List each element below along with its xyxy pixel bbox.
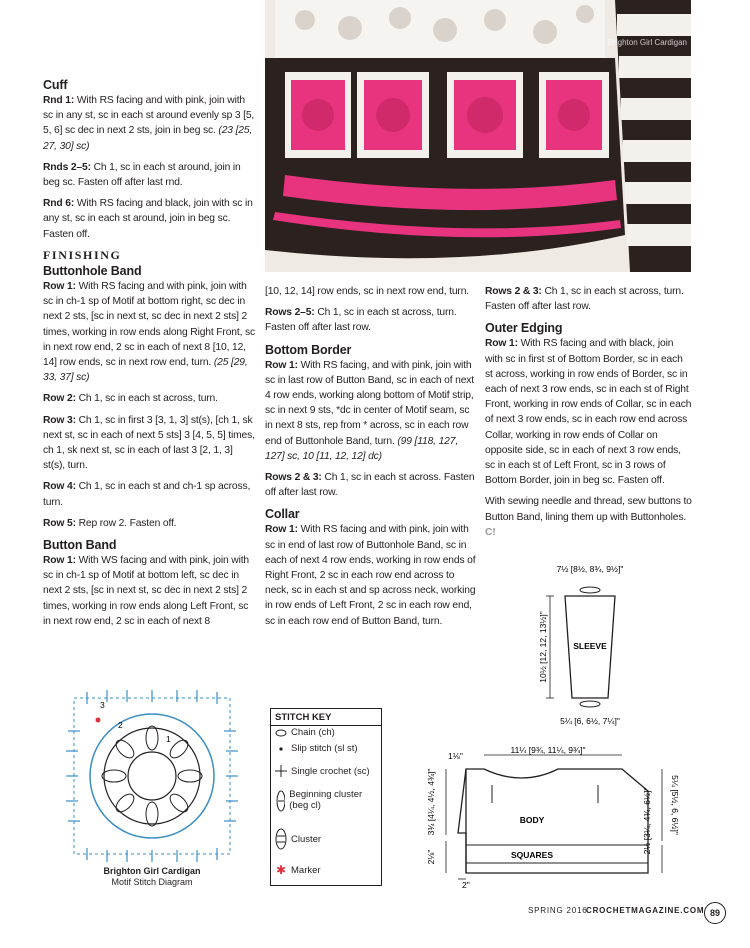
column-1 <box>43 77 257 635</box>
bot-rows2-3: Rows 2 & 3: Ch 1, sc in each st across. Fasten off after last row. <box>265 472 475 499</box>
key-marker: ✱ Marker <box>275 863 321 877</box>
body-right-upper-dim: 5¼ [5½, 6, 6½]" <box>670 775 680 835</box>
column-2 <box>265 284 477 635</box>
bh-row4: Row 4: Ch 1, sc in each st and ch-1 sp across, turn. <box>43 481 251 508</box>
body-bottom-dim: 2" <box>462 880 470 890</box>
key-slip: Slip stitch (sl st) <box>275 743 358 754</box>
page-number: 89 <box>704 902 726 924</box>
footer-issue: SPRING 2016 <box>528 906 588 915</box>
body-top-dim: 11¼ [9¾, 11¼, 9¾]" <box>510 745 586 755</box>
motif-num-3: 3 <box>100 700 105 710</box>
bb-row1-cont: [10, 12, 14] row ends, sc in next row end, turn. <box>265 286 470 297</box>
bh-row3: Row 3: Ch 1, sc in first 3 [3, 1, 3] st(s), [ch 1, sk next st, sc in each of next 5 sts] 3 [4, 5, 5] times, ch 1, sk next st, sc in each of last 3 [2, 1, 3] st(s), turn. <box>43 414 255 472</box>
beginning-cluster-icon <box>275 789 285 813</box>
marker-icon: ✱ <box>275 863 287 877</box>
single-crochet-icon <box>275 765 287 777</box>
button-band-heading: Button Band <box>43 538 117 553</box>
chain-icon <box>275 729 287 737</box>
key-chain: Chain (ch) <box>275 727 335 738</box>
cluster-icon <box>275 827 287 851</box>
body-left-lower-dim: 2⅛" <box>426 849 436 865</box>
stitch-key-title: STITCH KEY <box>271 709 381 726</box>
photo-watermark: Brighton Girl Cardigan <box>607 38 687 47</box>
sleeve-top-dim: 7½ [8½, 8¾, 9½]" <box>556 564 624 574</box>
collar-rows2-3: Rows 2 & 3: Ch 1, sc in each st across, turn. Fasten off after last row. <box>485 286 684 313</box>
buttonhole-band-heading: Buttonhole Band <box>43 264 142 279</box>
collar-row1: Row 1: With RS facing and with pink, join with sc in end of last row of Buttonhole Band, sc in each of next 4 row ends, working in row ends of Right Front, 2 sc in each row end across to neck, sc in each st and sp across neck, working in row ends of Left Front, 2 sc in each row end, sc in each row end of Button Band, turn. <box>265 524 476 627</box>
cuff-rnd2-5: Rnds 2–5: Ch 1, sc in each st around, join in beg sc. Fasten off after last rnd. <box>43 161 241 189</box>
finishing-heading: FINISHING <box>43 247 122 262</box>
bh-row1: Row 1: With RS facing and with pink, join with sc in ch-1 sp of Motif at bottom right, sc dec in next 2 sts, [sc in next st, sc dec in next 2 sts] 2 times, working in row ends along Right Front, sc in next row end, 2 sc in each of next 8 [10, 12, 14] row ends, sc in next row end, turn. (25 [29, 33, 37] sc) <box>43 281 255 384</box>
motif-stitch-diagram <box>62 686 242 866</box>
body-left-upper-dim: 3¾ [4¼, 4½, 4¾]" <box>426 768 436 836</box>
key-begcl: Beginning cluster (beg cl) <box>275 789 381 813</box>
body-right-lower-dim: 2½ [3¼, 4¾, 6½]" <box>642 787 652 855</box>
body-top-left-dim: 1⅛" <box>448 751 463 761</box>
oe-row1: Row 1: With RS facing and with black, join with sc in first st of Bottom Border, sc in each st across, working in row ends of Border, sc in each of next 3 row ends, sc in each st of Right Front, working in row ends of Collar, sc in each of next 3 row ends, sc in each row end across Collar, working in row ends of Collar on opposite side, sc in each of next 3 row ends, sc in each st of Left Front, sc in 3 rows of Bottom Border, join in beg sc. Fasten off. <box>485 338 692 487</box>
body-label: BODY <box>519 815 545 825</box>
bb-row1: Row 1: With WS facing and with pink, join with sc in ch-1 sp of Motif at bottom left, sc dec in next 2 sts, [sc in next st, sc dec in next 2 sts] 2 times, working in row ends along Left Front, sc in next row end, 2 sc in each of next 8 <box>43 555 249 627</box>
bot-row1: Row 1: With RS facing, and with pink, join with sc in last row of Button Band, sc in each of next 4 row ends, working along bottom of Motif strip, sc in next 9 sts, *dc in center of Motif seam, sc in next 8 sts, rep from * across, sc in each row end of Buttonhole Band, turn. (99 [118, 127, 127] sc, 10 [11, 12, 12] dc) <box>265 359 475 462</box>
stitch-key <box>270 708 382 886</box>
key-cluster: Cluster <box>275 827 321 851</box>
squares-label: SQUARES <box>510 850 554 860</box>
collar-heading: Collar <box>265 507 300 522</box>
footer-site: CROCHETMAGAZINE.COM <box>586 906 705 915</box>
outer-edging-heading: Outer Edging <box>485 321 563 336</box>
motif-num-1: 1 <box>166 734 171 744</box>
motif-num-2: 2 <box>118 720 123 730</box>
key-sc: Single crochet (sc) <box>275 765 370 777</box>
bottom-border-heading: Bottom Border <box>265 342 352 357</box>
sleeve-label: SLEEVE <box>573 641 607 651</box>
slip-stitch-icon <box>275 745 287 753</box>
column-3 <box>485 284 693 546</box>
bh-row2: Row 2: Ch 1, sc in each st across, turn. <box>43 393 218 405</box>
cuff-rnd1: Rnd 1: With RS facing and with pink, join with sc in any st, sc in each st around evenly sp 3 [5, 5, 6] sc dec in next 2 sts, join in beg sc. (23 [25, 27, 30] sc) <box>43 95 255 152</box>
body-schematic <box>422 745 692 890</box>
cuff-rnd6: Rnd 6: With RS facing and black, join with sc in any st, sc in each st around, join in beg sc. Fasten off. <box>43 198 253 240</box>
sleeve-side-dim: 10½ [12, 12, 13½]" <box>538 611 548 683</box>
oe-final: With sewing needle and thread, sew buttons to Button Band, lining them up with Buttonholes. C! <box>485 496 692 538</box>
end-mark: C! <box>485 526 496 538</box>
bb-rows2-5: Rows 2–5: Ch 1, sc in each st across, turn. Fasten off after last row. <box>265 307 457 334</box>
sleeve-bottom-dim: 5¼ [6, 6½, 7¼]" <box>560 716 620 726</box>
motif-caption <box>62 866 242 888</box>
sleeve-schematic <box>520 558 690 738</box>
cuff-heading: Cuff <box>43 78 68 92</box>
bh-row5: Row 5: Rep row 2. Fasten off. <box>43 517 177 529</box>
motif-subtitle: Motif Stitch Diagram <box>111 877 193 887</box>
cardigan-photo <box>265 0 691 272</box>
motif-title: Brighton Girl Cardigan <box>103 866 201 876</box>
